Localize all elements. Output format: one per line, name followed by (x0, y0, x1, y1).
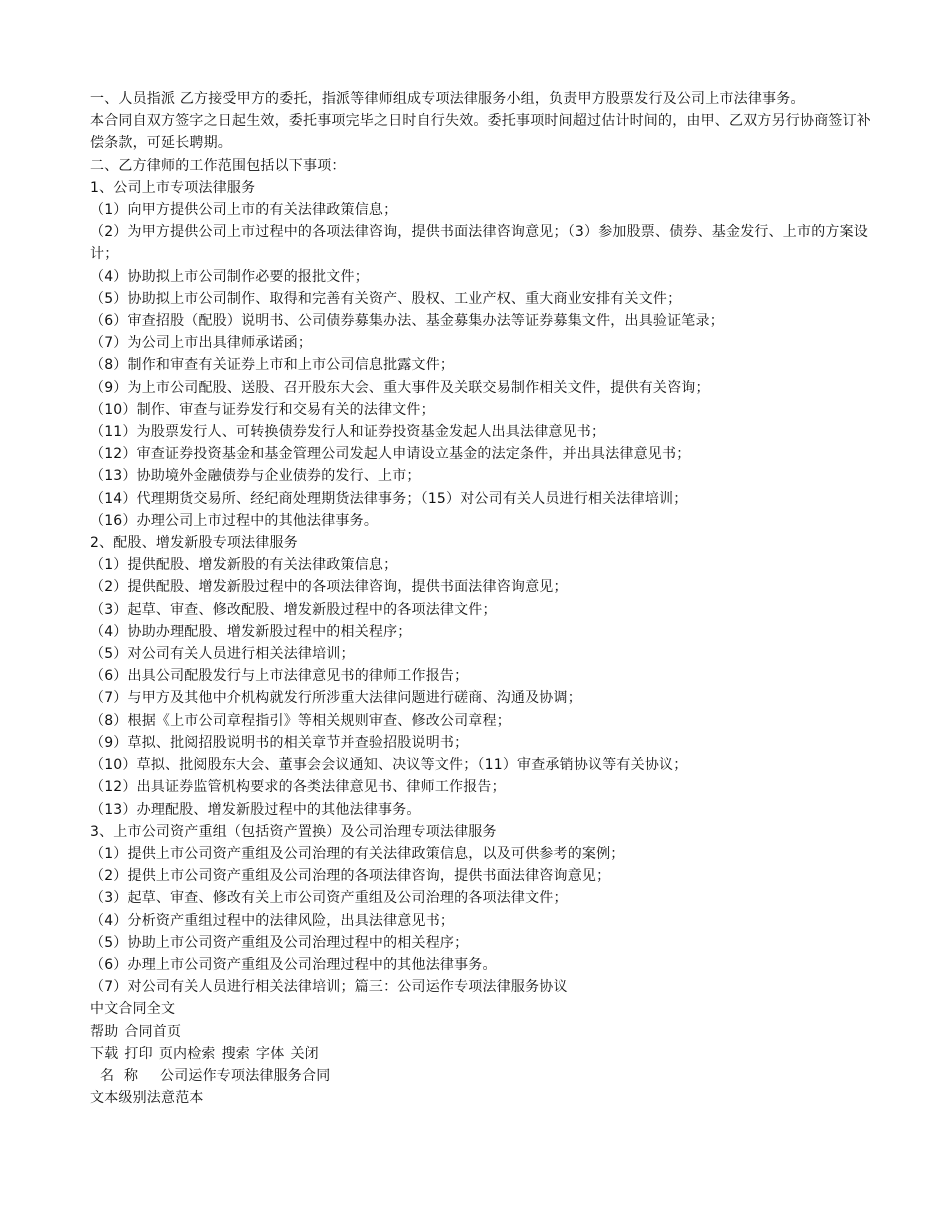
font-link[interactable]: 字体 (256, 1045, 285, 1062)
nav-row-help (90, 1021, 880, 1043)
document-body (90, 88, 880, 1109)
text-line: （7）为公司上市出具律师承诺函； (90, 335, 313, 352)
text-line: （6）出具公司配股发行与上市法律意见书的律师工作报告； (90, 668, 469, 685)
text-level-row: 文本级别法意范本 (90, 1090, 204, 1107)
text-line: （13）办理配股、增发新股过程中的其他法律事务。 (90, 801, 421, 818)
text-line: （11）为股票发行人、可转换债券发行人和证券投资基金发起人出具法律意见书； (90, 424, 606, 441)
close-link[interactable]: 关闭 (290, 1045, 319, 1062)
text-line: 2、配股、增发新股专项法律服务 (90, 535, 298, 552)
text-line: （10）制作、审查与证券发行和交易有关的法律文件； (90, 401, 435, 418)
text-line: （4）协助拟上市公司制作必要的报批文件； (90, 268, 369, 285)
text-line: （3）起草、审查、修改有关上市公司资产重组及公司治理的各项法律文件； (90, 890, 568, 907)
text-line: （6）审查招股（配股）说明书、公司债券募集办法、基金募集办法等证券募集文件，出具验证笔录； (90, 313, 724, 330)
text-line: （2）为甲方提供公司上市过程中的各项法律咨询，提供书面法律咨询意见；（3）参加股票、债券、基金发行、上市的方案设计； (90, 224, 869, 263)
text-line: （12）出具证券监管机构要求的各类法律意见书、律师工作报告； (90, 779, 506, 796)
text-line: （16）办理公司上市过程中的其他法律事务。 (90, 512, 379, 529)
contract-name-value: 公司运作专项法律服务合同 (160, 1067, 331, 1084)
text-line: （8）根据《上市公司章程指引》等相关规则审查、修改公司章程； (90, 712, 511, 729)
nav-row-tools (90, 1043, 880, 1065)
text-line: 一、人员指派 乙方接受甲方的委托，指派等律师组成专项法律服务小组，负责甲方股票发行及公司上市法律事务。 (90, 91, 805, 107)
text-line: （2）提供配股、增发新股过程中的各项法律咨询，提供书面法律咨询意见； (90, 579, 568, 596)
text-line: （10）草拟、批阅股东大会、董事会会议通知、决议等文件；（11）审查承销协议等有关协议； (90, 757, 688, 774)
text-line: （1）向甲方提供公司上市的有关法律政策信息； (90, 202, 398, 219)
text-line: （4）协助办理配股、增发新股过程中的相关程序； (90, 623, 412, 640)
text-line: （1）提供配股、增发新股的有关法律政策信息； (90, 557, 398, 574)
text-line: 本合同自双方签字之日起生效，委托事项完毕之日时自行失效。委托事项时间超过估计时间的，由甲、乙双方另行协商签订补偿条款，可延长聘期。 (90, 113, 871, 152)
document-text (90, 88, 880, 1021)
search-link[interactable]: 搜索 (221, 1045, 251, 1062)
in-page-search-link[interactable]: 页内检索 (158, 1045, 216, 1062)
text-line: （2）提供上市公司资产重组及公司治理的各项法律咨询，提供书面法律咨询意见； (90, 868, 611, 885)
text-line: （12）审查证券投资基金和基金管理公司发起人申请设立基金的法定条件，并出具法律意见书； (90, 446, 691, 463)
text-line: 中文合同全文 (90, 1001, 176, 1018)
print-link[interactable]: 打印 (124, 1045, 153, 1062)
text-line: （6）办理上市公司资产重组及公司治理过程中的其他法律事务。 (90, 956, 497, 973)
text-line: 3、上市公司资产重组（包括资产置换）及公司治理专项法律服务 (90, 823, 497, 840)
text-line: 二、乙方律师的工作范围包括以下事项： (90, 157, 346, 174)
text-line: （5）协助拟上市公司制作、取得和完善有关资产、股权、工业产权、重大商业安排有关文件； (90, 290, 682, 307)
contract-name-row (90, 1065, 880, 1087)
text-line: （3）起草、审查、修改配股、增发新股过程中的各项法律文件； (90, 601, 497, 618)
text-line: （1）提供上市公司资产重组及公司治理的有关法律政策信息，以及可供参考的案例； (90, 845, 625, 862)
text-line: （7）对公司有关人员进行相关法律培训；篇三：公司运作专项法律服务协议 (90, 979, 568, 996)
text-line: （9）草拟、批阅招股说明书的相关章节并查验招股说明书； (90, 734, 469, 751)
download-link[interactable]: 下载 (90, 1045, 119, 1062)
contract-name-label: 名称 (100, 1067, 148, 1084)
text-line: 1、公司上市专项法律服务 (90, 179, 256, 196)
text-line: （5）协助上市公司资产重组及公司治理过程中的相关程序； (90, 934, 469, 951)
text-line: （5）对公司有关人员进行相关法律培训； (90, 646, 355, 663)
help-link[interactable]: 帮助 (90, 1023, 119, 1040)
text-line: （9）为上市公司配股、送股、召开股东大会、重大事件及关联交易制作相关文件，提供有关咨询； (90, 379, 710, 396)
text-line: （14）代理期货交易所、经纪商处理期货法律事务；（15）对公司有关人员进行相关法律培训； (90, 490, 688, 507)
text-line: （13）协助境外金融债券与企业债券的发行、上市； (90, 468, 421, 485)
contract-home-link[interactable]: 合同首页 (124, 1023, 182, 1040)
text-line: （7）与甲方及其他中介机构就发行所涉重大法律问题进行磋商、沟通及协调； (90, 690, 582, 707)
text-line: （8）制作和审查有关证券上市和上市公司信息批露文件； (90, 357, 455, 374)
text-line: （4）分析资产重组过程中的法律风险，出具法律意见书； (90, 912, 455, 929)
